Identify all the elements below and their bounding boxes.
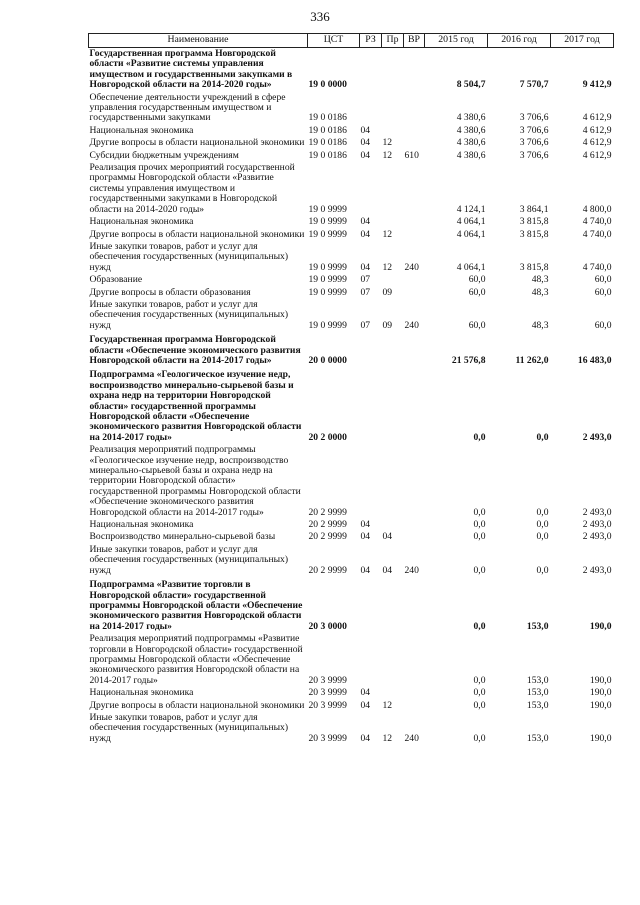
header-2016: 2016 год <box>488 34 551 48</box>
table-row <box>89 229 614 241</box>
cell-2015: 0,0 <box>473 620 486 632</box>
cell-name: Реализация мероприятий подпрограммы «Развитие торговли в Новгородской области» государственной программы Новгородской области «Обеспечение экономического развития Новгородской области на 2014-2017 годы» <box>89 633 303 686</box>
cell-2015: 0,0 <box>473 732 486 744</box>
cell-rz <box>360 332 382 367</box>
cell-2017: 190,0 <box>589 620 612 632</box>
cell-cst: 19 0 0186 <box>308 149 347 161</box>
cell-2017: 190,0 <box>589 674 612 686</box>
cell-name: Обеспечение деятельности учреждений в сфере управления государственным имуществом и государственными закупками <box>89 91 286 124</box>
cell-cst: 19 0 9999 <box>308 228 347 240</box>
cell-rz: 07 <box>360 274 371 286</box>
cell-2016: 3 815,8 <box>519 228 549 240</box>
cell-rz: 04 <box>360 149 371 161</box>
cell-2017: 190,0 <box>589 687 612 699</box>
header-rz: РЗ <box>360 34 382 48</box>
cell-pr: 12 <box>382 149 393 161</box>
table-row <box>89 367 614 444</box>
cell-rz <box>360 444 382 519</box>
table-header <box>89 34 614 48</box>
cell-name: Национальная экономика <box>89 687 194 699</box>
cell-2017: 4 612,9 <box>582 149 612 161</box>
cell-2016: 7 570,7 <box>519 79 549 91</box>
cell-2015: 0,0 <box>473 519 486 531</box>
cell-cst: 20 0 0000 <box>308 354 347 366</box>
cell-2015: 4 380,6 <box>456 137 486 149</box>
table-row <box>89 216 614 228</box>
cell-name: Государственная программа Новгородской области «Обеспечение экономического развития Новгородской области на 2014-2017 годы» <box>89 334 301 366</box>
cell-vr <box>404 700 425 712</box>
cell-2015: 60,0 <box>468 274 486 286</box>
cell-2015: 21 576,8 <box>451 354 486 366</box>
cell-vr: 240 <box>404 319 419 331</box>
cell-rz <box>360 577 382 633</box>
cell-cst: 20 2 9999 <box>308 531 347 543</box>
cell-cst: 20 2 0000 <box>308 431 347 443</box>
cell-name: Национальная экономика <box>89 519 194 531</box>
cell-2016: 3 706,6 <box>519 124 549 136</box>
cell-vr <box>404 229 425 241</box>
cell-pr: 12 <box>382 699 393 711</box>
cell-name: Подпрограмма «Развитие торговли в Новгородской области» государственной программы Новгородской области «Обеспечение экономического развития Новгородской области на 2014-2017 годы» <box>89 579 303 632</box>
cell-pr <box>382 48 404 92</box>
cell-rz <box>360 48 382 92</box>
table-row <box>89 519 614 531</box>
cell-2017: 4 740,0 <box>582 261 612 273</box>
cell-2015: 4 064,1 <box>456 228 486 240</box>
budget-table <box>88 33 614 745</box>
cell-cst: 19 0 0186 <box>308 137 347 149</box>
cell-2017: 4 800,0 <box>582 203 612 215</box>
cell-vr <box>404 633 425 687</box>
cell-2015: 0,0 <box>473 564 486 576</box>
table-row <box>89 687 614 699</box>
cell-name: Другие вопросы в области национальной экономики <box>89 699 305 711</box>
cell-pr <box>382 92 404 125</box>
table-row <box>89 700 614 712</box>
cell-2016: 3 864,1 <box>519 203 549 215</box>
cell-pr: 09 <box>382 319 393 331</box>
cell-pr: 12 <box>382 228 393 240</box>
cell-2017: 4 740,0 <box>582 216 612 228</box>
cell-2016: 3 815,8 <box>519 216 549 228</box>
cell-name: Реализация прочих мероприятий государственной программы Новгородской области «Развитие системы управления имуществом и государственными закупками в Новгородской области на 2014-2020 годы» <box>89 162 295 215</box>
cell-2016: 0,0 <box>536 431 549 443</box>
cell-rz: 04 <box>360 124 371 136</box>
cell-2016: 0,0 <box>536 519 549 531</box>
cell-2017: 2 493,0 <box>582 564 612 576</box>
cell-name: Национальная экономика <box>89 216 194 228</box>
cell-pr <box>382 367 404 444</box>
cell-pr <box>382 125 404 137</box>
table-row <box>89 633 614 687</box>
cell-pr <box>382 687 404 699</box>
cell-rz <box>360 162 382 216</box>
cell-rz <box>360 367 382 444</box>
cell-vr <box>404 48 425 92</box>
table-row <box>89 92 614 125</box>
cell-vr <box>404 687 425 699</box>
cell-rz <box>360 633 382 687</box>
table-row <box>89 48 614 92</box>
cell-2015: 60,0 <box>468 286 486 298</box>
cell-rz <box>360 92 382 125</box>
cell-cst: 19 0 9999 <box>308 286 347 298</box>
cell-vr <box>404 531 425 543</box>
cell-2017: 190,0 <box>589 699 612 711</box>
cell-2015: 4 380,6 <box>456 124 486 136</box>
cell-name: Подпрограмма «Геологическое изучение недр, воспроизводство минерально-сырьевой базы и охрана недр на территории Новгородской области» государственной программы Новгородской области «Обеспечение экономического развития Новгородской области на 2014-2017 годы» <box>89 369 302 443</box>
cell-rz: 07 <box>360 319 371 331</box>
cell-cst: 19 0 9999 <box>308 216 347 228</box>
cell-vr <box>404 367 425 444</box>
cell-pr <box>382 216 404 228</box>
cell-2016: 153,0 <box>526 687 549 699</box>
cell-2015: 0,0 <box>473 699 486 711</box>
header-name: Наименование <box>89 34 308 48</box>
cell-cst: 19 0 9999 <box>308 203 347 215</box>
cell-name: Иные закупки товаров, работ и услуг для обеспечения государственных (муниципальных) нужд <box>89 240 289 273</box>
cell-2016: 0,0 <box>536 564 549 576</box>
cell-rz: 04 <box>360 228 371 240</box>
cell-pr: 12 <box>382 732 393 744</box>
cell-name: Иные закупки товаров, работ и услуг для обеспечения государственных (муниципальных) нужд <box>89 711 289 744</box>
header-cst: ЦСТ <box>308 34 360 48</box>
header-2017: 2017 год <box>551 34 614 48</box>
cell-2017: 2 493,0 <box>582 531 612 543</box>
cell-rz: 04 <box>360 261 371 273</box>
cell-cst: 20 2 9999 <box>308 506 347 518</box>
cell-cst: 19 0 0000 <box>308 79 347 91</box>
cell-name: Национальная экономика <box>89 124 194 136</box>
cell-rz: 04 <box>360 564 371 576</box>
cell-vr <box>404 287 425 299</box>
cell-2015: 0,0 <box>473 431 486 443</box>
page-number: 336 <box>310 9 330 24</box>
cell-2017: 4 612,9 <box>582 137 612 149</box>
header-pr: Пр <box>382 34 404 48</box>
cell-2016: 153,0 <box>526 674 549 686</box>
cell-vr <box>404 577 425 633</box>
cell-vr: 240 <box>404 732 419 744</box>
cell-cst: 19 0 9999 <box>308 274 347 286</box>
cell-rz: 04 <box>360 732 371 744</box>
cell-vr <box>404 137 425 149</box>
cell-2015: 4 380,6 <box>456 149 486 161</box>
cell-2017: 4 740,0 <box>582 228 612 240</box>
cell-2016: 48,3 <box>531 286 549 298</box>
cell-2016: 3 706,6 <box>519 112 549 124</box>
cell-vr <box>404 332 425 367</box>
cell-pr: 04 <box>382 564 393 576</box>
cell-rz: 04 <box>360 699 371 711</box>
cell-name: Иные закупки товаров, работ и услуг для обеспечения государственных (муниципальных) нужд <box>89 298 289 331</box>
cell-2017: 4 612,9 <box>582 112 612 124</box>
cell-vr <box>404 125 425 137</box>
cell-2015: 0,0 <box>473 674 486 686</box>
cell-cst: 19 0 9999 <box>308 261 347 273</box>
cell-2016: 0,0 <box>536 531 549 543</box>
cell-2017: 2 493,0 <box>582 506 612 518</box>
cell-2015: 8 504,7 <box>456 79 486 91</box>
cell-pr: 12 <box>382 261 393 273</box>
cell-pr <box>382 274 404 286</box>
table-row <box>89 150 614 162</box>
cell-rz: 04 <box>360 519 371 531</box>
cell-cst: 20 3 9999 <box>308 687 347 699</box>
cell-2016: 48,3 <box>531 319 549 331</box>
table-row <box>89 162 614 216</box>
cell-2015: 60,0 <box>468 319 486 331</box>
table-row <box>89 125 614 137</box>
cell-pr <box>382 332 404 367</box>
cell-2015: 0,0 <box>473 506 486 518</box>
cell-2016: 3 815,8 <box>519 261 549 273</box>
cell-name: Реализация мероприятий подпрограммы «Геологическое изучение недр, воспроизводство минерально-сырьевой базы и охрана недр на территории Новгородской области» государственной программы Новгородской области «Обеспечение экономического развития Новгородской области на 2014-2017 годы» <box>89 444 301 518</box>
table-row <box>89 544 614 577</box>
cell-2015: 4 380,6 <box>456 112 486 124</box>
table-row <box>89 444 614 519</box>
cell-pr <box>382 519 404 531</box>
cell-name: Другие вопросы в области образования <box>89 286 251 298</box>
cell-name: Образование <box>89 274 143 286</box>
cell-rz: 04 <box>360 531 371 543</box>
cell-2015: 0,0 <box>473 687 486 699</box>
cell-2015: 0,0 <box>473 531 486 543</box>
table-row <box>89 577 614 633</box>
cell-name: Иные закупки товаров, работ и услуг для обеспечения государственных (муниципальных) нужд <box>89 543 289 576</box>
cell-2017: 9 412,9 <box>582 79 612 91</box>
cell-vr: 240 <box>404 261 419 273</box>
cell-vr <box>404 444 425 519</box>
cell-pr <box>382 444 404 519</box>
cell-2017: 190,0 <box>589 732 612 744</box>
cell-vr: 610 <box>404 149 419 161</box>
cell-name: Другие вопросы в области национальной экономики <box>89 228 305 240</box>
table-row <box>89 712 614 745</box>
table-row <box>89 241 614 274</box>
cell-pr: 12 <box>382 137 393 149</box>
cell-cst: 20 3 9999 <box>308 732 347 744</box>
cell-2015: 4 124,1 <box>456 203 486 215</box>
cell-name: Субсидии бюджетным учреждениям <box>89 149 239 161</box>
cell-pr: 09 <box>382 286 393 298</box>
table-row <box>89 274 614 286</box>
cell-pr <box>382 162 404 216</box>
cell-cst: 20 2 9999 <box>308 519 347 531</box>
cell-2016: 3 706,6 <box>519 137 549 149</box>
cell-2017: 60,0 <box>594 274 612 286</box>
cell-2016: 153,0 <box>526 732 549 744</box>
cell-rz: 04 <box>360 216 371 228</box>
cell-2016: 48,3 <box>531 274 549 286</box>
cell-2016: 153,0 <box>526 699 549 711</box>
cell-2017: 2 493,0 <box>582 431 612 443</box>
cell-cst: 19 0 9999 <box>308 319 347 331</box>
cell-vr: 240 <box>404 564 419 576</box>
cell-vr <box>404 92 425 125</box>
cell-2016: 3 706,6 <box>519 149 549 161</box>
cell-rz: 04 <box>360 137 371 149</box>
cell-2017: 60,0 <box>594 319 612 331</box>
cell-vr <box>404 216 425 228</box>
cell-rz: 04 <box>360 687 371 699</box>
cell-name: Государственная программа Новгородской области «Развитие системы управления имуществом и государственными закупками в Новгородской области на 2014-2020 годы» <box>89 48 293 91</box>
header-2015: 2015 год <box>425 34 488 48</box>
cell-2015: 4 064,1 <box>456 216 486 228</box>
table-row <box>89 137 614 149</box>
cell-2016: 153,0 <box>526 620 549 632</box>
cell-cst: 19 0 0186 <box>308 112 347 124</box>
cell-pr: 04 <box>382 531 393 543</box>
table-row <box>89 299 614 332</box>
cell-vr <box>404 274 425 286</box>
cell-2015: 4 064,1 <box>456 261 486 273</box>
table-body <box>89 48 614 746</box>
cell-2016: 11 262,0 <box>515 354 549 366</box>
cell-2017: 2 493,0 <box>582 519 612 531</box>
cell-2017: 60,0 <box>594 286 612 298</box>
header-vr: ВР <box>404 34 425 48</box>
cell-cst: 19 0 0186 <box>308 124 347 136</box>
cell-cst: 20 3 0000 <box>308 620 347 632</box>
cell-cst: 20 2 9999 <box>308 564 347 576</box>
table-row <box>89 531 614 543</box>
cell-rz: 07 <box>360 286 371 298</box>
table-row <box>89 332 614 367</box>
cell-name: Другие вопросы в области национальной экономики <box>89 137 305 149</box>
cell-2017: 16 483,0 <box>577 354 612 366</box>
cell-cst: 20 3 9999 <box>308 674 347 686</box>
cell-name: Воспроизводство минерально-сырьевой базы <box>89 531 276 543</box>
cell-pr <box>382 577 404 633</box>
cell-2016: 0,0 <box>536 506 549 518</box>
cell-vr <box>404 519 425 531</box>
cell-pr <box>382 633 404 687</box>
cell-2017: 4 612,9 <box>582 124 612 136</box>
table-row <box>89 287 614 299</box>
cell-vr <box>404 162 425 216</box>
cell-cst: 20 3 9999 <box>308 699 347 711</box>
